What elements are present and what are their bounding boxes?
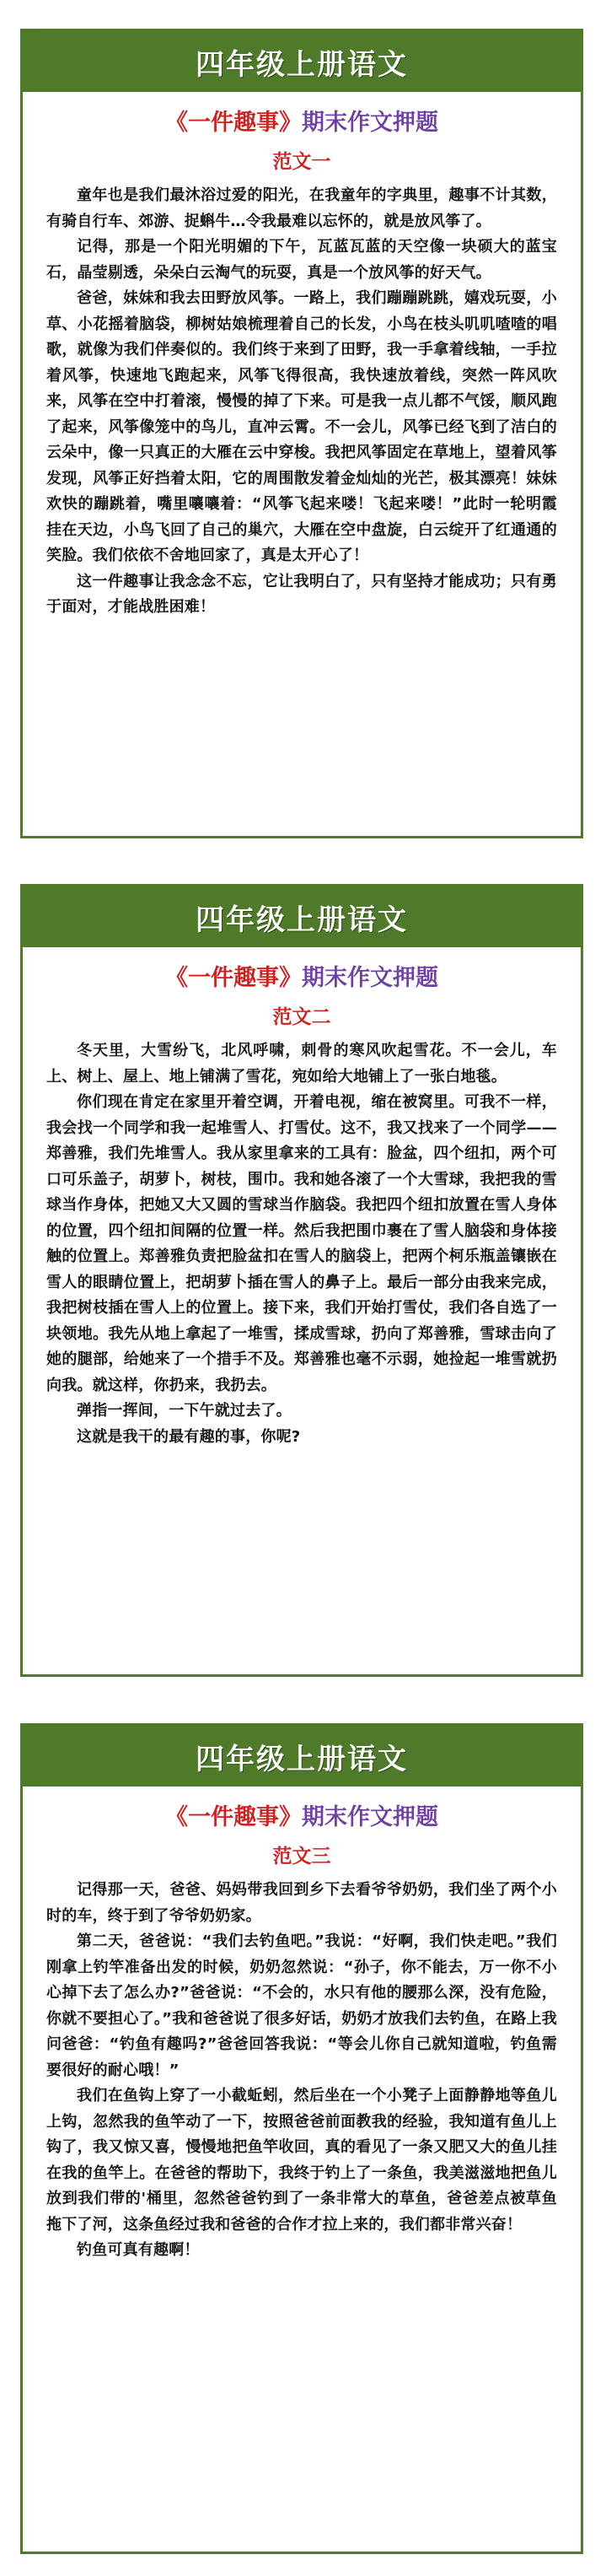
sample-essay-label: 范文一 bbox=[272, 151, 331, 173]
sample-essay-label: 范文三 bbox=[272, 1846, 331, 1867]
essay-subtitle bbox=[23, 109, 581, 137]
essay-paragraph: 这就是我干的最有趣的事，你呢? bbox=[77, 1427, 301, 1446]
essay-paragraph: 你们现在肯定在家里开着空调，开着电视，缩在被窝里。可我不一样，我会找一个同学和我一起堆雪人、打雪仗。这不，我又找来了一个同学——郑善雅，我们先堆雪人。我从家里拿来的工具有：脸盆，四个纽扣，两个可口可乐盖子，胡萝卜，树枝，围巾。我和她各滚了一个大雪球，我把我的雪球当作身体，把她又大又圆的雪球当作脑袋。我把四个纽扣放置在雪人身体的位置，四个纽扣间隔的位置一样。然后我把围巾裹在了雪人脑袋和身体接触的位置上。郑善雅负责把脸盆扣在雪人的脑袋上，把两个柯乐瓶盖镶嵌在雪人的眼睛位置上，把胡萝卜插在雪人的鼻子上。最后一部分由我来完成，我把树枝插在雪人上的位置上。接下来，我们开始打雪仗，我们各自选了一块领地。我先从地上拿起了一堆雪，揉成雪球，扔向了郑善雅，雪球击向了她的腿部，给她来了一个措手不及。郑善雅也毫不示弱，她捡起一堆雪就扔向我。就这样，你扔来，我扔去。 bbox=[46, 1093, 557, 1394]
essay-title: 《一件趣事》 bbox=[165, 1804, 302, 1830]
essay-paragraph: 第二天，爸爸说：“我们去钓鱼吧。”我说：“好啊，我们快走吧。”我们刚拿上钓竿准备出发的时候，奶奶忽然说：“孙子，你不能去，万一你不小心掉下去了怎么办?”爸爸说：“不会的，水只有他的腰那么深，没有危险，你就不要担心了。”我和爸爸说了很多好话，奶奶才放我们去钓鱼，在路上我问爸爸：“钓鱼有趣吗?”爸爸回答我说：“等会儿你自己就知道啦，钓鱼需要很好的耐心哦！” bbox=[46, 1932, 557, 2079]
essay-paragraph: 弹指一挥间，一下午就过去了。 bbox=[77, 1402, 292, 1420]
essay-paragraph: 这一件趣事让我念念不忘，它让我明白了，只有坚持才能成功；只有勇于面对，才能战胜困难！ bbox=[46, 572, 557, 616]
essay-title: 《一件趣事》 bbox=[165, 965, 302, 991]
grade-banner: 四年级上册语文 bbox=[23, 1726, 581, 1786]
essay-sheet-3 bbox=[20, 1723, 583, 2554]
essay-paragraph: 冬天里，大雪纷飞，北风呼啸，刺骨的寒风吹起雪花。不一会儿，车上、树上、屋上、地上铺满了雪花，宛如给大地铺上了一张白地毯。 bbox=[46, 1042, 557, 1086]
essay-paragraph: 记得那一天，爸爸、妈妈带我回到乡下去看爷爷奶奶，我们坐了两个小时的车，终于到了爷爷奶奶家。 bbox=[46, 1881, 557, 1925]
essay-subtitle bbox=[23, 1803, 581, 1832]
essay-title: 《一件趣事》 bbox=[165, 110, 302, 136]
grade-banner: 四年级上册语文 bbox=[23, 887, 581, 947]
essay-paragraph: 我们在鱼钩上穿了一小截蚯蚓，然后坐在一个小凳子上面静静地等鱼儿上钩，忽然我的鱼竿动了一下，按照爸爸前面教我的经验，我知道有鱼儿上钩了，我又惊又喜，慢慢地把鱼竿收回，真的看见了一条又肥又大的鱼儿挂在我的鱼竿上。在爸爸的帮助下，我终于钓上了一条鱼，我美滋滋地把鱼儿放到我们带的'桶里，忽然爸爸钓到了一条非常大的草鱼，爸爸差点被草鱼拖下了河，这条鱼经过我和爸爸的合作才拉上来的，我们都非常兴奋！ bbox=[46, 2087, 557, 2234]
essay-sheet-1 bbox=[20, 29, 583, 838]
essay-subtitle-suffix: 期末作文押题 bbox=[302, 965, 438, 991]
essay-subtitle-suffix: 期末作文押题 bbox=[302, 110, 438, 136]
essay-subtitle bbox=[23, 964, 581, 993]
essay-body bbox=[46, 1038, 557, 1450]
grade-banner: 四年级上册语文 bbox=[23, 31, 581, 92]
essay-sheet-2 bbox=[20, 884, 583, 1677]
essay-body bbox=[46, 183, 557, 621]
essay-subtitle-suffix: 期末作文押题 bbox=[302, 1804, 438, 1830]
sample-essay-label: 范文二 bbox=[272, 1006, 331, 1028]
essay-paragraph: 钓鱼可真有趣啊！ bbox=[77, 2241, 200, 2259]
essay-body bbox=[46, 1878, 557, 2264]
essay-paragraph: 记得，那是一个阳光明媚的下午，瓦蓝瓦蓝的天空像一块硕大的蓝宝石，晶莹剔透，朵朵白云淘气的玩耍，真是一个放风筝的好天气。 bbox=[46, 238, 557, 282]
essay-paragraph: 爸爸，妹妹和我去田野放风筝。一路上，我们蹦蹦跳跳，嬉戏玩耍，小草、小花摇着脑袋，柳树姑娘梳理着自己的长发，小鸟在枝头叽叽喳喳的唱歌，就像为我们伴奏似的。我们终于来到了田野，我一手拿着线轴，一手拉着风筝，快速地飞跑起来，风筝飞得很高，我快速放着线，突然一阵风吹来，风筝在空中打着滚，慢慢的掉了下来。可是我一点儿都不气馁，顺风跑了起来，风筝像笼中的鸟儿，直冲云霄。不一会儿，风筝已经飞到了洁白的云朵中，像一只真正的大雁在云中穿梭。我把风筝固定在草地上，望着风筝发现，风筝正好挡着太阳，它的周围散发着金灿灿的光芒，极其漂亮！妹妹欢快的蹦跳着，嘴里嚷嚷着：“风筝飞起来喽！飞起来喽！”此时一轮明霞挂在天边，小鸟飞回了自己的巢穴，大雁在空中盘旋，白云绽开了红通通的笑脸。我们依依不舍地回家了，真是太开心了！ bbox=[46, 289, 557, 564]
essay-paragraph: 童年也是我们最沐浴过爱的阳光，在我童年的字典里，趣事不计其数，有骑自行车、郊游、捉蝌牛…令我最难以忘怀的，就是放风筝了。 bbox=[46, 186, 557, 230]
